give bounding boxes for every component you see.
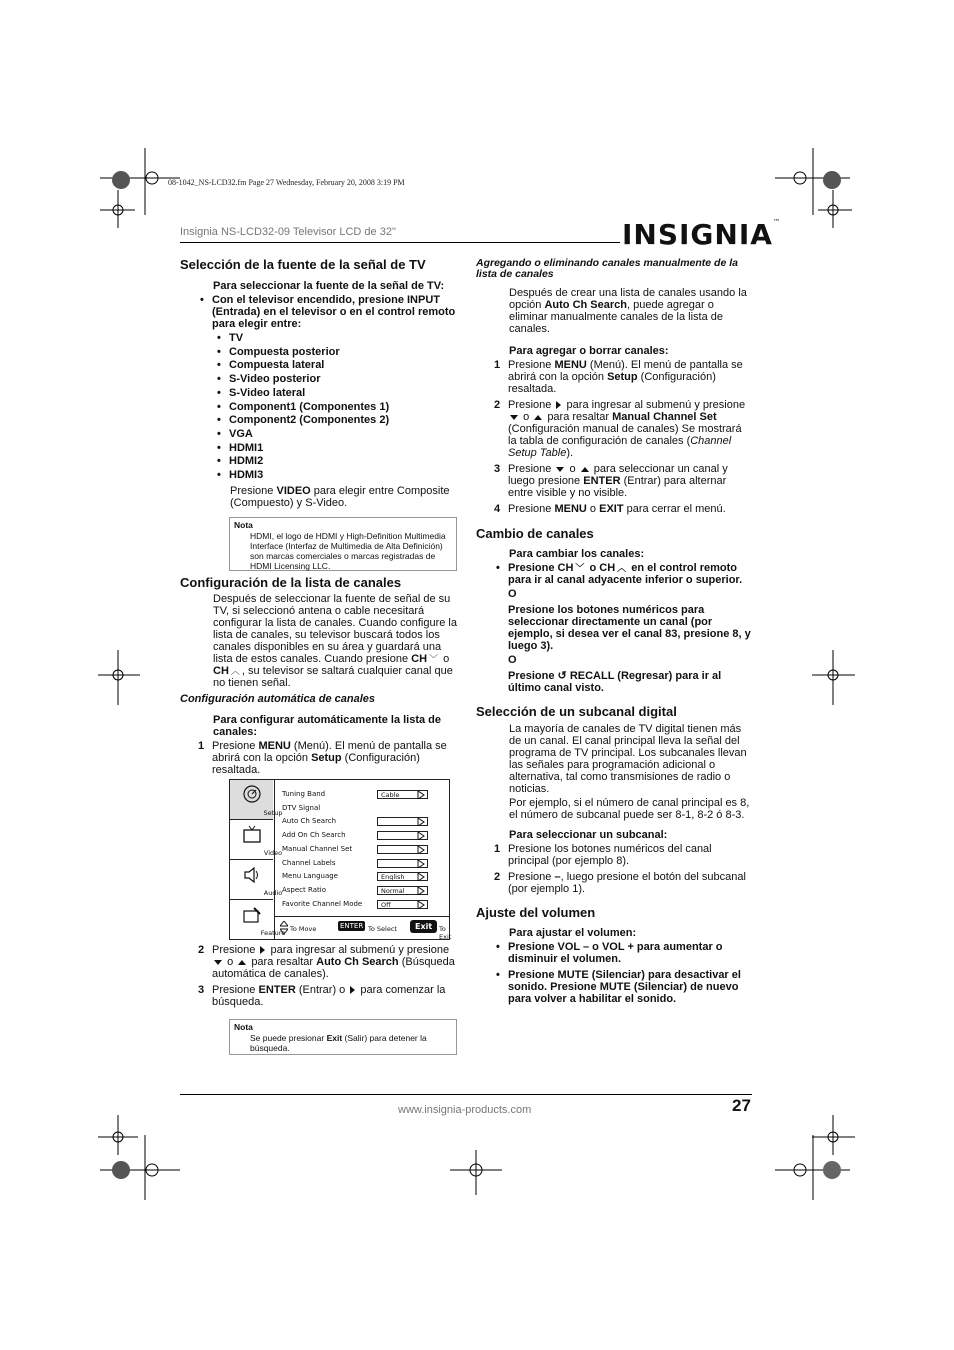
menu-item-value bbox=[377, 872, 428, 881]
menu-item-label: Aspect Ratio bbox=[282, 885, 326, 894]
key: Auto Ch Search bbox=[544, 299, 627, 311]
subsection-manual-channels: Agregando o eliminando canales manualmente de la lista de canales bbox=[476, 257, 738, 280]
text: Con el televisor encendido, presione bbox=[212, 294, 407, 306]
page-number: 27 bbox=[732, 1096, 751, 1115]
menu-item-value bbox=[377, 790, 428, 799]
menu-value-text: English bbox=[381, 873, 405, 882]
logo-text: INSIGNIA bbox=[622, 218, 773, 251]
tab-feature bbox=[230, 900, 286, 939]
or-text: O bbox=[508, 588, 517, 600]
source-item: • HDMI1 bbox=[213, 442, 458, 456]
auto-config-steps bbox=[196, 740, 458, 776]
list-item bbox=[492, 969, 752, 1005]
text: Presione bbox=[508, 969, 558, 981]
key: MENU bbox=[554, 503, 587, 515]
note-exit bbox=[229, 1019, 457, 1055]
left-column-2 bbox=[180, 575, 458, 776]
chevron-up-icon: ︿ bbox=[617, 563, 627, 573]
text: (Menú). El menú de pantalla se abrirá con la opción bbox=[508, 359, 743, 383]
volume-list bbox=[492, 941, 752, 1005]
text: (Entrada) en el televisor o en el control remoto para elegir entre: bbox=[212, 306, 456, 330]
source-instruction bbox=[196, 294, 458, 330]
key: Exit bbox=[326, 1033, 343, 1043]
auto-config-steps-cont bbox=[196, 944, 458, 1008]
speaker-icon bbox=[242, 865, 262, 885]
source-item: • HDMI3 bbox=[213, 469, 458, 483]
step-4 bbox=[492, 503, 752, 515]
arrow-right-icon bbox=[556, 401, 561, 409]
subchannel-steps bbox=[492, 843, 752, 895]
key: MUTE bbox=[557, 969, 589, 981]
text: Presione bbox=[212, 740, 259, 752]
text: o bbox=[227, 956, 234, 968]
step-number: 1 bbox=[198, 740, 205, 752]
text: Después de crear una lista de canales usando la opción bbox=[509, 287, 747, 311]
source-item: • Component2 (Componentes 2) bbox=[213, 414, 458, 428]
subchannel-example: Por ejemplo, si el número de canal principal es 8, el número de subcanal puede ser 8-1, 8-2 ó 8-3. bbox=[509, 797, 750, 821]
numeric-option bbox=[508, 604, 752, 652]
menu-item-value bbox=[377, 831, 428, 840]
text: (Silenciar) de nuevo para volver a habilitar el sonido. bbox=[508, 981, 739, 1005]
arrow-up-icon bbox=[238, 960, 246, 965]
tab-label: Setup bbox=[263, 809, 283, 817]
text: Después de seleccionar la fuente de señal de su TV, si seleccionó antena o cable necesitará configurar la lista de canales. Cuando configure la lista de canales, su televisor buscará todos los canales disponibles en su área y guardará una lista de estos canales. Cuando presione bbox=[213, 593, 457, 665]
source-item: • Component1 (Componentes 1) bbox=[213, 401, 458, 415]
footer-move: To Move bbox=[290, 925, 317, 933]
text: (Configuración) resaltada. bbox=[508, 371, 716, 395]
text: para cerrar el menú. bbox=[623, 503, 726, 515]
enter-key-icon: ENTER bbox=[340, 922, 364, 930]
section-title-channel-list: Configuración de la lista de canales bbox=[180, 575, 402, 590]
menu-item-label: Channel Labels bbox=[282, 858, 336, 867]
key: EXIT bbox=[599, 503, 624, 515]
footer-url: www.insignia-products.com bbox=[398, 1104, 532, 1116]
text: Presione bbox=[508, 359, 555, 371]
key: MENU bbox=[258, 740, 291, 752]
right-column bbox=[476, 258, 752, 1005]
text: para comenzar la búsqueda. bbox=[212, 984, 446, 1008]
text: , su televisor se saltará cualquier canal que no tienen señal. bbox=[213, 665, 453, 689]
arrow-right-icon bbox=[350, 986, 355, 994]
key: Setup bbox=[607, 371, 638, 383]
key: Manual Channel Set bbox=[612, 411, 717, 423]
recall-option bbox=[508, 670, 752, 694]
source-item: • Compuesta lateral bbox=[213, 359, 458, 373]
text: o bbox=[586, 503, 600, 515]
step-1 bbox=[492, 843, 752, 867]
header-title: Insignia NS-LCD32-09 Televisor LCD de 32" bbox=[180, 226, 396, 238]
or-text: O bbox=[508, 654, 517, 666]
play-arrow-icon bbox=[417, 818, 425, 826]
arrow-up-icon bbox=[581, 467, 589, 472]
key: Auto Ch Search bbox=[316, 956, 399, 968]
footer-rule bbox=[180, 1094, 752, 1095]
key: ENTER bbox=[583, 475, 621, 487]
recall-icon: ↺ bbox=[557, 670, 567, 682]
text: para resaltar bbox=[547, 411, 613, 423]
source-item: • Compuesta posterior bbox=[213, 346, 458, 360]
toolbox-icon bbox=[242, 905, 262, 925]
text: (Configuración) resaltada. bbox=[212, 752, 420, 776]
left-column bbox=[180, 257, 458, 509]
key: ENTER bbox=[258, 984, 296, 996]
step-2 bbox=[492, 871, 752, 895]
menu-item-value bbox=[377, 817, 428, 826]
section-title-volume: Ajuste del volumen bbox=[476, 905, 596, 920]
setup-menu-illustration bbox=[229, 779, 450, 940]
text: Presione bbox=[508, 503, 555, 515]
text: , luego presione el botón del subcanal (por ejemplo 1). bbox=[508, 871, 746, 895]
text: Channel Setup Table bbox=[508, 435, 732, 459]
source-list bbox=[213, 332, 458, 483]
tab-audio bbox=[230, 860, 283, 900]
procedure-heading: Para cambiar los canales: bbox=[509, 548, 645, 560]
tab-label: Video bbox=[263, 849, 283, 857]
key: MENU bbox=[554, 359, 587, 371]
arrow-down-icon bbox=[510, 415, 518, 420]
arrow-down-icon bbox=[556, 467, 564, 472]
play-arrow-icon bbox=[417, 832, 425, 840]
step-number: 2 bbox=[494, 871, 501, 883]
channel-list-intro bbox=[180, 593, 458, 689]
procedure-heading: Para seleccionar un subcanal: bbox=[509, 829, 668, 841]
play-arrow-icon bbox=[417, 873, 425, 881]
logo-tm: ™ bbox=[772, 218, 781, 226]
left-column-3 bbox=[198, 944, 458, 1008]
step-1 bbox=[196, 740, 458, 776]
procedure-heading: Para ajustar el volumen: bbox=[509, 927, 637, 939]
key: CH bbox=[599, 562, 616, 574]
step-number: 4 bbox=[494, 503, 501, 515]
text: (Configuración manual de canales) Se mostrará la tabla de configuración de canales ( bbox=[508, 423, 742, 447]
manual-intro bbox=[509, 287, 752, 335]
tv-icon bbox=[242, 825, 262, 845]
tab-label: Audio bbox=[263, 889, 283, 897]
updown-arrow-icon bbox=[280, 921, 288, 935]
menu-item-value bbox=[377, 859, 428, 868]
step-2 bbox=[492, 399, 752, 459]
text: o bbox=[569, 463, 576, 475]
text: Presione bbox=[508, 941, 558, 953]
key: VOL + bbox=[601, 941, 634, 953]
key: MUTE bbox=[599, 981, 631, 993]
section-title-signal-source: Selección de la fuente de la señal de TV bbox=[180, 257, 426, 272]
text: Se puede presionar bbox=[250, 1033, 327, 1043]
key: 8 bbox=[732, 628, 739, 640]
procedure-heading: Para seleccionar la fuente de la señal de TV: bbox=[213, 280, 445, 292]
exit-key-icon: Exit bbox=[410, 920, 437, 933]
text: Presione bbox=[508, 463, 552, 475]
note-label: Nota bbox=[234, 1022, 253, 1032]
step-3 bbox=[196, 984, 458, 1008]
text: Presione los botones numéricos para seleccionar directamente un canal (por ejemplo, si desea ver el canal 83, presione bbox=[508, 604, 733, 640]
note-text bbox=[250, 1033, 450, 1053]
change-channel-list bbox=[492, 562, 752, 694]
menu-item-label: Auto Ch Search bbox=[282, 817, 337, 826]
menu-value-text: Cable bbox=[381, 791, 400, 799]
text: para ingresar al submenú y presione bbox=[270, 944, 450, 956]
text: (Regresar) para ir al último canal visto. bbox=[508, 670, 722, 694]
key: CH bbox=[213, 665, 229, 677]
text: (Entrar) para alternar entre visible y no visible. bbox=[508, 475, 727, 499]
menu-item-value bbox=[377, 900, 428, 909]
text: ). bbox=[546, 640, 554, 652]
text: (Salir) para detener la búsqueda. bbox=[250, 1033, 427, 1053]
header-rule bbox=[180, 242, 620, 243]
menu-item-label: DTV Signal bbox=[282, 803, 321, 812]
text: en el control remoto para ir al canal adyacente inferior o superior. bbox=[508, 562, 743, 586]
text: o bbox=[443, 653, 450, 665]
menu-item-label: Menu Language bbox=[282, 872, 338, 881]
note-label: Nota bbox=[234, 520, 253, 530]
step-number: 1 bbox=[494, 359, 501, 371]
procedure-heading: Para configurar automáticamente la lista de canales: bbox=[213, 714, 442, 738]
step-number: 2 bbox=[494, 399, 501, 411]
text: para aumentar o disminuir el volumen. bbox=[508, 941, 723, 965]
key: RECALL bbox=[569, 670, 615, 682]
arrow-up-icon bbox=[534, 415, 542, 420]
text: o bbox=[586, 562, 600, 574]
play-arrow-icon bbox=[417, 791, 425, 799]
text: Presione bbox=[212, 984, 259, 996]
menu-item-label: Manual Channel Set bbox=[282, 844, 353, 853]
play-arrow-icon bbox=[417, 860, 425, 868]
menu-item-value bbox=[377, 886, 428, 895]
arrow-right-icon bbox=[260, 946, 265, 954]
tab-setup bbox=[230, 780, 283, 820]
text: , y luego bbox=[508, 628, 751, 652]
arrow-down-icon bbox=[214, 960, 222, 965]
play-arrow-icon bbox=[417, 887, 425, 895]
menu-value-text: Off bbox=[381, 900, 391, 909]
insignia-logo bbox=[622, 218, 781, 251]
chevron-down-icon: ﹀ bbox=[429, 654, 439, 664]
menu-item-value bbox=[377, 845, 428, 854]
text: Presione bbox=[230, 484, 277, 497]
footer-select: To Select bbox=[368, 925, 397, 933]
key: 3 bbox=[540, 640, 547, 652]
source-item: • S-Video lateral bbox=[213, 387, 458, 401]
step-1 bbox=[492, 359, 752, 395]
text: (Menú). El menú de pantalla se abrirá con la opción bbox=[212, 740, 447, 764]
source-item: • S-Video posterior bbox=[213, 373, 458, 387]
text: Presione los botones numéricos del canal principal (por ejemplo 8). bbox=[508, 843, 712, 867]
tab-video bbox=[230, 820, 283, 860]
chevron-down-icon: ﹀ bbox=[575, 563, 585, 573]
step-2 bbox=[196, 944, 458, 980]
step-number: 1 bbox=[494, 843, 501, 855]
source-item: • HDMI2 bbox=[213, 455, 458, 469]
text: Presione bbox=[212, 944, 256, 956]
section-title-subchannel: Selección de un subcanal digital bbox=[476, 704, 677, 719]
text: ). bbox=[566, 447, 574, 459]
text: para elegir entre Composite (Compuesto) y S-Video. bbox=[230, 484, 450, 509]
subsection-auto-config: Configuración automática de canales bbox=[180, 693, 375, 705]
menu-value-text: Normal bbox=[381, 886, 405, 895]
menu-item-label: Tuning Band bbox=[282, 790, 326, 798]
source-item: • VGA bbox=[213, 428, 458, 442]
menu-footer bbox=[274, 916, 452, 941]
source-item: • TV bbox=[213, 332, 458, 346]
play-arrow-icon bbox=[417, 846, 425, 854]
footer-exit: To Exit bbox=[439, 925, 452, 941]
procedure-heading: Para agregar o borrar canales: bbox=[509, 345, 669, 357]
chevron-up-icon: ︿ bbox=[230, 666, 240, 676]
step-number: 3 bbox=[494, 463, 501, 475]
key: VOL – bbox=[557, 941, 590, 953]
text: , puede agregar o eliminar manualmente canales de la lista de canales. bbox=[509, 299, 724, 335]
key: – bbox=[554, 871, 561, 883]
menu-item-label: Add On Ch Search bbox=[282, 831, 346, 840]
note-text: HDMI, el logo de HDMI y High-Definition Multimedia Interface (Interfaz de Multimedia de Alta Definición) son marcas comerciales o marcas registradas de HDMI Licensing LLC. bbox=[250, 531, 446, 571]
subchannel-intro: La mayoría de canales de TV digital tienen más de un canal. El canal principal lleva la señal del programa de TV principal. Los subcanales llevan las señales para programación adicional o alternativa, tal como transmisiones de radio o noticias. bbox=[509, 723, 747, 795]
text: para ingresar al submenú y presione bbox=[566, 399, 746, 411]
list-item bbox=[492, 941, 752, 965]
text: (Silenciar) para desactivar el sonido. Presione bbox=[508, 969, 741, 993]
key: CH bbox=[411, 653, 428, 665]
print-slug: 08-1042_NS-LCD32.fm Page 27 Wednesday, February 20, 2008 3:19 PM bbox=[168, 178, 405, 187]
text: Presione bbox=[508, 562, 558, 574]
key: Setup bbox=[311, 752, 342, 764]
text: (Entrar) o bbox=[295, 984, 346, 996]
text: para seleccionar un canal y luego presione bbox=[508, 463, 728, 487]
note-hdmi bbox=[229, 517, 457, 571]
list-item bbox=[492, 562, 752, 694]
list-item bbox=[196, 294, 458, 330]
manual-steps bbox=[492, 359, 752, 515]
text: Presione bbox=[508, 670, 555, 682]
menu-tabs bbox=[230, 780, 286, 939]
video-instruction bbox=[213, 485, 458, 509]
setup-icon bbox=[242, 785, 262, 805]
text: o bbox=[589, 941, 602, 953]
text: o bbox=[523, 411, 530, 423]
text: (Búsqueda automática de canales). bbox=[212, 956, 455, 980]
play-arrow-icon bbox=[417, 901, 425, 909]
tab-label: Feature bbox=[260, 929, 286, 937]
key: CH bbox=[557, 562, 574, 574]
text: para resaltar bbox=[251, 956, 317, 968]
key: INPUT bbox=[407, 294, 440, 306]
text: Presione bbox=[508, 871, 555, 883]
section-title-change-channels: Cambio de canales bbox=[476, 526, 594, 541]
key: VIDEO bbox=[276, 484, 311, 497]
step-number: 3 bbox=[198, 984, 205, 996]
text: Presione bbox=[508, 399, 552, 411]
menu-item-label: Favorite Channel Mode bbox=[282, 899, 363, 908]
step-number: 2 bbox=[198, 944, 205, 956]
step-3 bbox=[492, 463, 752, 499]
